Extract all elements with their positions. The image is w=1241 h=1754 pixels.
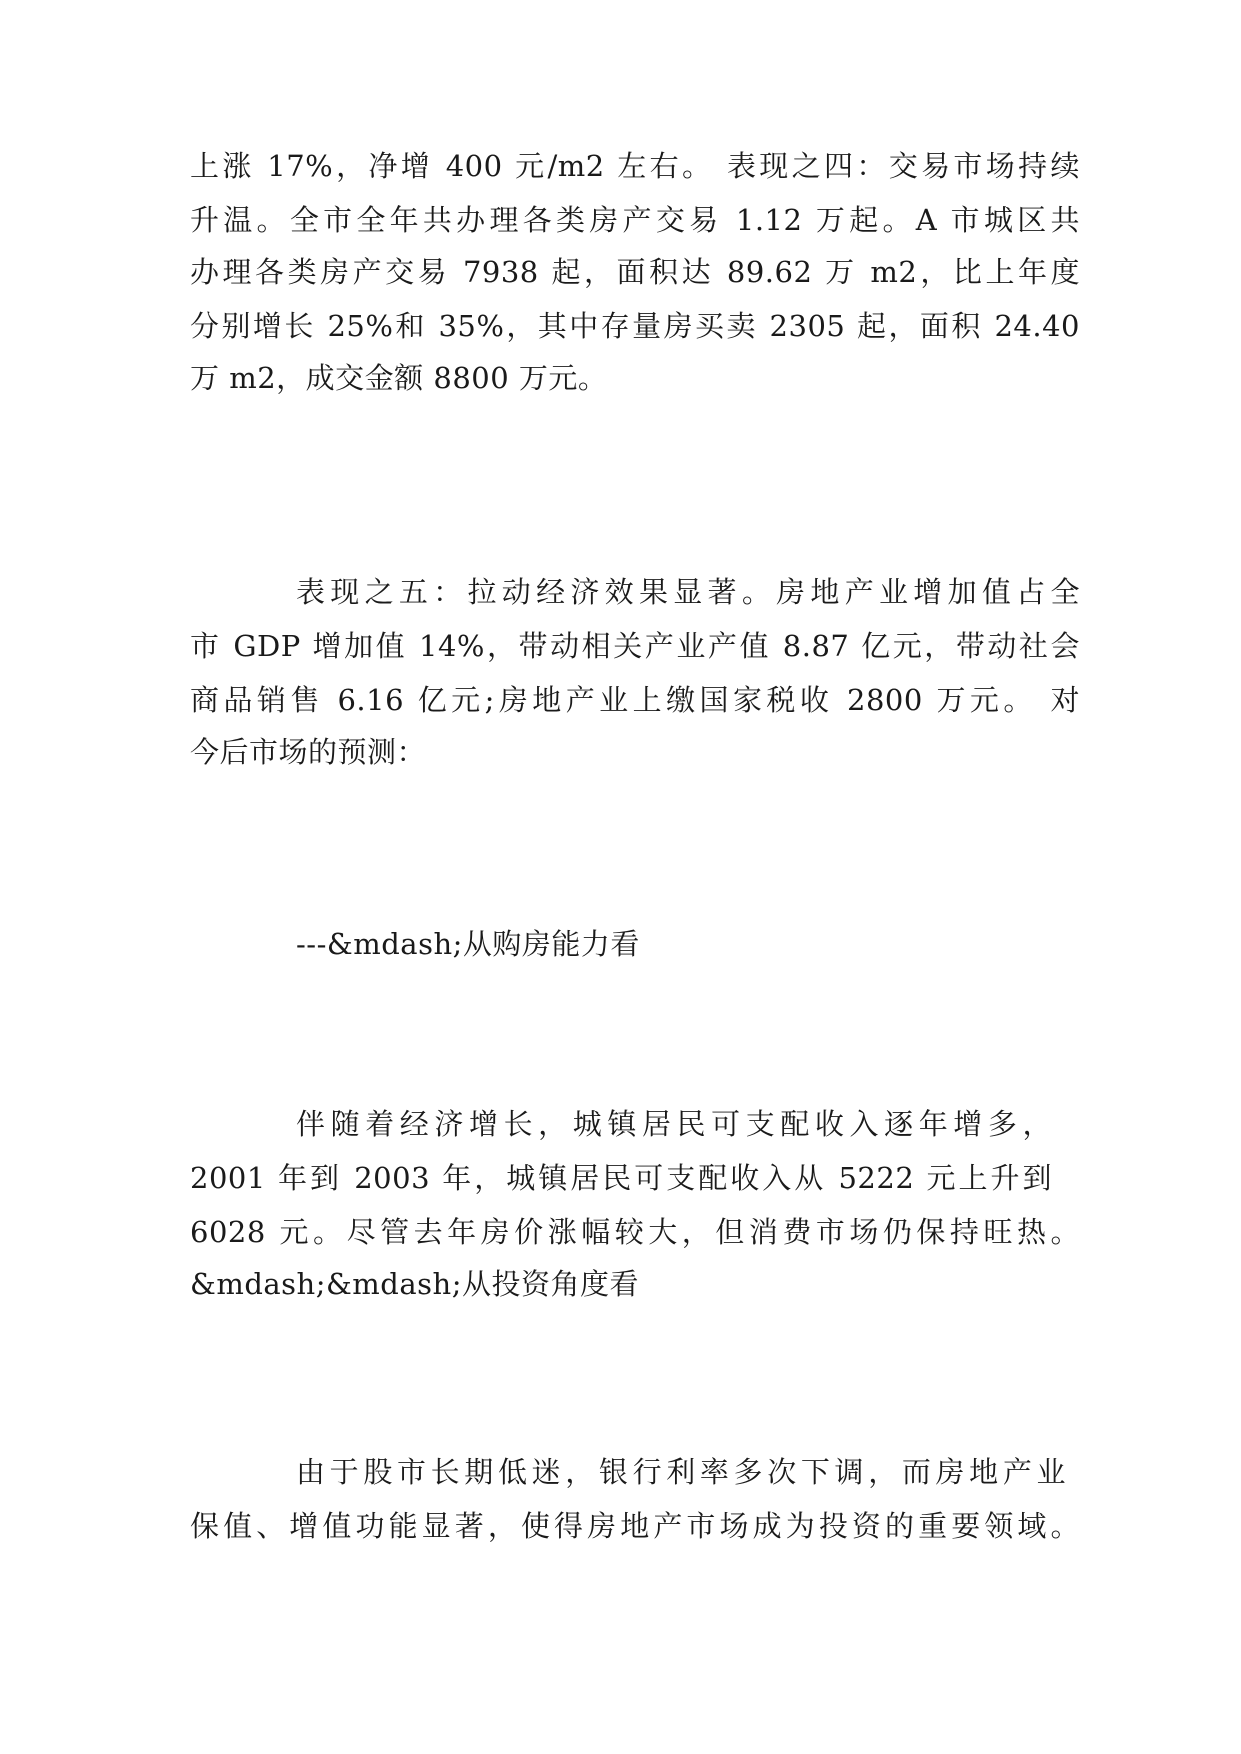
text-line: 保值、增值功能显著，使得房地产市场成为投资的重要领域。 <box>190 1509 1080 1543</box>
text-line: 6028 元。尽管去年房价涨幅较大，但消费市场仍保持旺热。 <box>190 1215 1080 1249</box>
text-line: 今后市场的预测： <box>190 735 427 769</box>
text-line: &mdash;&mdash;从投资角度看 <box>190 1267 639 1301</box>
text-line: 升温。全市全年共办理各类房产交易 1.12 万起。A 市城区共 <box>190 203 1080 237</box>
text-line: 万 m2，成交金额 8800 万元。 <box>190 361 608 395</box>
text-line: ---&mdash;从购房能力看 <box>296 927 640 961</box>
text-line: 2001 年到 2003 年，城镇居民可支配收入从 5222 元上升到 <box>190 1161 1052 1195</box>
text-line: 上涨 17%，净增 400 元/m2 左右。 表现之四：交易市场持续 <box>190 149 1080 183</box>
text-line: 商品销售 6.16 亿元;房地产业上缴国家税收 2800 万元。 对 <box>190 683 1080 717</box>
text-line: 市 GDP 增加值 14%，带动相关产业产值 8.87 亿元，带动社会 <box>190 629 1080 663</box>
text-line: 分别增长 25%和 35%，其中存量房买卖 2305 起，面积 24.40 <box>190 309 1080 343</box>
text-line: 办理各类房产交易 7938 起，面积达 89.62 万 m2，比上年度 <box>190 255 1080 289</box>
text-line: 表现之五：拉动经济效果显著。房地产业增加值占全 <box>296 575 1080 609</box>
text-line: 伴随着经济增长，城镇居民可支配收入逐年增多， <box>296 1107 1052 1141</box>
text-line: 由于股市长期低迷，银行利率多次下调，而房地产业 <box>296 1455 1066 1489</box>
